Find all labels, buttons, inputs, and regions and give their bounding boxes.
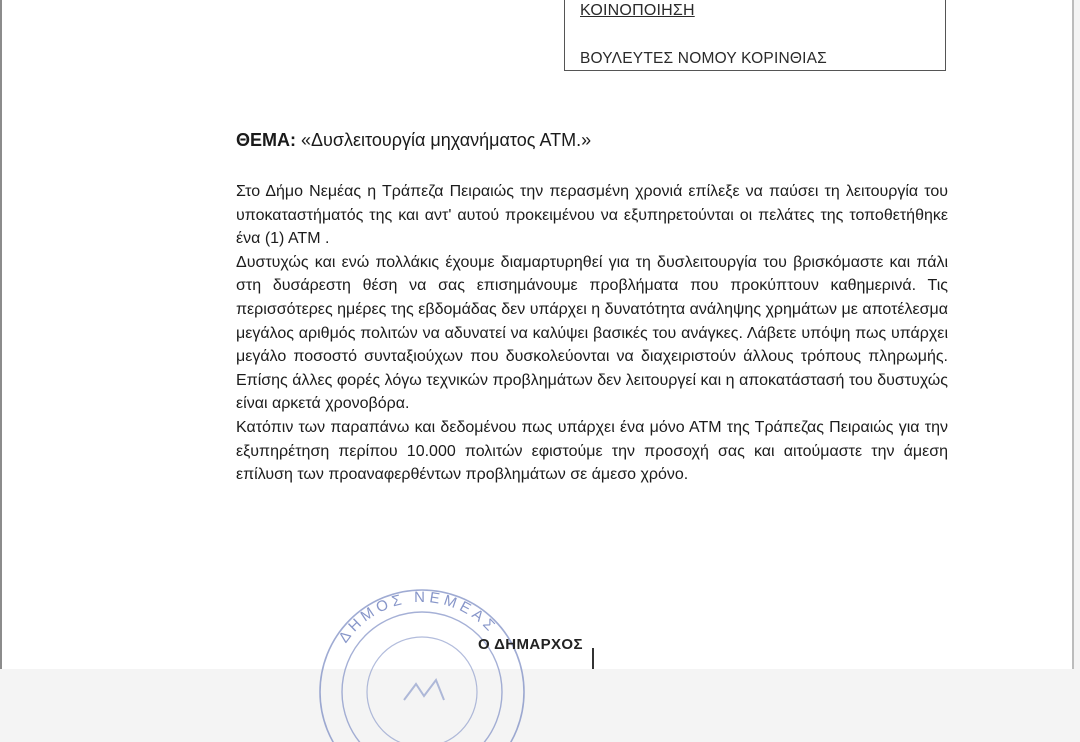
seal-text-path: ΔΗΜΟΣ ΝΕΜΕΑΣ	[335, 588, 501, 647]
body-paragraph: Δυστυχώς και ενώ πολλάκις έχουμε διαμαρτυρηθεί για τη δυσλειτουργία του βρισκόμαστε και πάλι στη δυσάρεστη θέση να σας επισημάνουμε προβλήματα που προκύπτουν καθημερινά. Τις περισσότερες ημέρες της εβδομάδας δεν υπάρχει η δυνατότητα ανάληψης χρημάτων με αποτέλεσμα μεγάλος αριθμός πολιτών να αδυνατεί να καλύψει βασικές του ανάγκες. Λάβετε υπόψη πως υπάρχει μεγάλο ποσοστό συνταξιούχων που δυσκολεύονται να διαχειριστούν άλλους τρόπους πληρωμής. Επίσης άλλες φορές λόγω τεχνικών προβλημάτων δεν λειτουργεί και η αποκατάστασή του δυστυχώς είναι αρκετά χρονοβόρα.	[236, 253, 948, 413]
subject-line	[236, 130, 591, 151]
recipients-label: ΚΟΙΝΟΠΟΙΗΣΗ	[580, 2, 695, 19]
municipal-seal	[312, 582, 532, 742]
page-edge-right	[1072, 0, 1074, 669]
body-paragraph: Κατόπιν των παραπάνω και δεδομένου πως υπάρχει ένα μόνο ΑΤΜ της Τράπεζας Πειραιώς για την εξυπηρέτηση περίπου 10.000 πολιτών εφιστούμε την προσοχή σας και αιτούμαστε την άμεση επίλυση των προαναφερθέντων προβλημάτων σε άμεσο χρόνο.	[236, 418, 948, 484]
page-edge-left	[0, 0, 2, 669]
subject-label: ΘΕΜΑ:	[236, 130, 296, 150]
letter-body	[236, 180, 948, 487]
subject-text: «Δυσλειτουργία μηχανήματος ΑΤΜ.»	[301, 130, 592, 150]
recipient-item: ΒΟΥΛΕΥΤΕΣ ΝΟΜΟΥ ΚΟΡΙΝΘΙΑΣ	[580, 50, 827, 67]
signature-stroke	[592, 648, 594, 669]
body-paragraph: Στο Δήμο Νεμέας η Τράπεζα Πειραιώς την περασμένη χρονιά επίλεξε να παύσει τη λειτουργία του υποκαταστήματός της και αντ' αυτού προκειμένου να εξυπηρετούνται οι πελάτες της τοποθετήθηκε ένα (1) ΑΤΜ .	[236, 183, 948, 248]
signature-title: Ο ΔΗΜΑΡΧΟΣ	[478, 636, 583, 653]
